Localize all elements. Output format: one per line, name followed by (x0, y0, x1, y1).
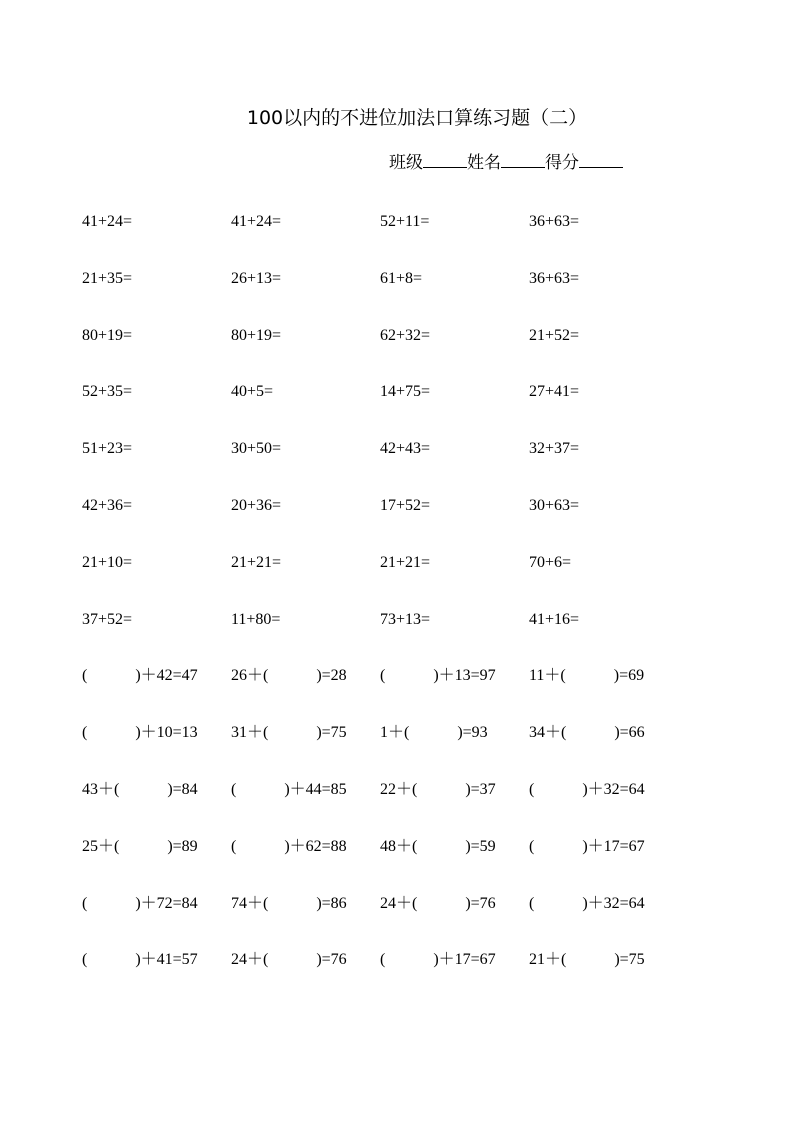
problem-row (0, 210, 794, 234)
problem-item: 21+35= (82, 269, 133, 287)
problem-item: 17+52= (380, 497, 431, 514)
problem-item: 61+8= (380, 269, 423, 287)
problem-row (0, 608, 794, 632)
problem-item: 51+23= (82, 440, 133, 458)
problem-row (0, 437, 794, 461)
problem-row (0, 664, 794, 688)
class-label: 班级 (389, 153, 423, 173)
problem-item: 31＋( )=75 (231, 724, 347, 742)
problem-item: 26＋( )=28 (231, 667, 347, 685)
page-title: 100以内的不进位加法口算练习题（二） (246, 107, 588, 129)
problem-row (0, 835, 794, 859)
problem-row (0, 324, 794, 348)
problem-item: 32+37= (529, 440, 580, 458)
problem-item: 14+75= (380, 383, 431, 401)
problem-item: 30+63= (529, 497, 580, 514)
problem-item: 20+36= (231, 497, 282, 514)
score-blank[interactable] (579, 153, 623, 168)
problem-item: ( )＋17=67 (529, 837, 645, 855)
problem-item: 27+41= (529, 383, 580, 401)
problem-item: 21＋( )=75 (529, 951, 645, 969)
problem-item: 41+24= (82, 213, 133, 230)
class-blank[interactable] (423, 153, 467, 168)
problem-item: 22＋( )=37 (380, 781, 496, 798)
problem-item: 30+50= (231, 440, 282, 458)
problem-item: ( )＋17=67 (380, 951, 496, 969)
problem-item: 11＋( )=69 (529, 667, 645, 685)
problem-item: 26+13= (231, 269, 282, 287)
problem-item: ( )＋13=97 (380, 667, 496, 685)
problem-item: 74＋( )=86 (231, 894, 347, 912)
problem-item: 37+52= (82, 610, 133, 628)
problem-item: ( )＋62=88 (231, 837, 347, 855)
problem-item: 62+32= (380, 326, 431, 344)
problem-row (0, 267, 794, 291)
problem-item: ( )＋41=57 (82, 951, 198, 969)
problem-item: 42+43= (380, 440, 431, 458)
problem-row (0, 494, 794, 518)
problem-item: 21+21= (380, 553, 431, 571)
problem-item: 42+36= (82, 497, 133, 514)
name-blank[interactable] (501, 153, 545, 168)
problem-item: 25＋( )=89 (82, 837, 198, 855)
problem-item: 11+80= (231, 610, 281, 628)
problem-item: 1＋( )=93 (380, 724, 488, 742)
problem-item: 43＋( )=84 (82, 781, 198, 798)
problem-item: 52+11= (380, 213, 430, 230)
problem-row (0, 380, 794, 404)
problem-item: 36+63= (529, 269, 580, 287)
problem-item: ( )＋32=64 (529, 894, 645, 912)
problem-item: 70+6= (529, 553, 572, 571)
problem-row (0, 892, 794, 916)
problem-row (0, 778, 794, 802)
problem-item: 24＋( )=76 (231, 951, 347, 969)
name-label: 姓名 (467, 153, 501, 173)
problem-item: 80+19= (82, 326, 133, 344)
student-info-line (389, 148, 623, 173)
problem-item: ( )＋44=85 (231, 781, 347, 798)
problem-item: 21+10= (82, 553, 133, 571)
problem-item: 80+19= (231, 326, 282, 344)
problem-item: ( )＋32=64 (529, 781, 645, 798)
problem-row (0, 721, 794, 745)
problem-item: 73+13= (380, 610, 431, 628)
problem-item: 21+21= (231, 553, 282, 571)
problem-item: 40+5= (231, 383, 274, 401)
problem-item: ( )＋72=84 (82, 894, 198, 912)
problem-row (0, 948, 794, 972)
problem-item: 34＋( )=66 (529, 724, 645, 742)
problem-item: 21+52= (529, 326, 580, 344)
problem-item: 48＋( )=59 (380, 837, 496, 855)
problem-item: 52+35= (82, 383, 133, 401)
problem-item: 41+24= (231, 213, 282, 230)
problem-item: 36+63= (529, 213, 580, 230)
problem-item: 41+16= (529, 610, 580, 628)
problem-row (0, 551, 794, 575)
problem-item: ( )＋42=47 (82, 667, 198, 685)
problem-item: ( )＋10=13 (82, 724, 198, 742)
problem-item: 24＋( )=76 (380, 894, 496, 912)
score-label: 得分 (545, 153, 579, 173)
